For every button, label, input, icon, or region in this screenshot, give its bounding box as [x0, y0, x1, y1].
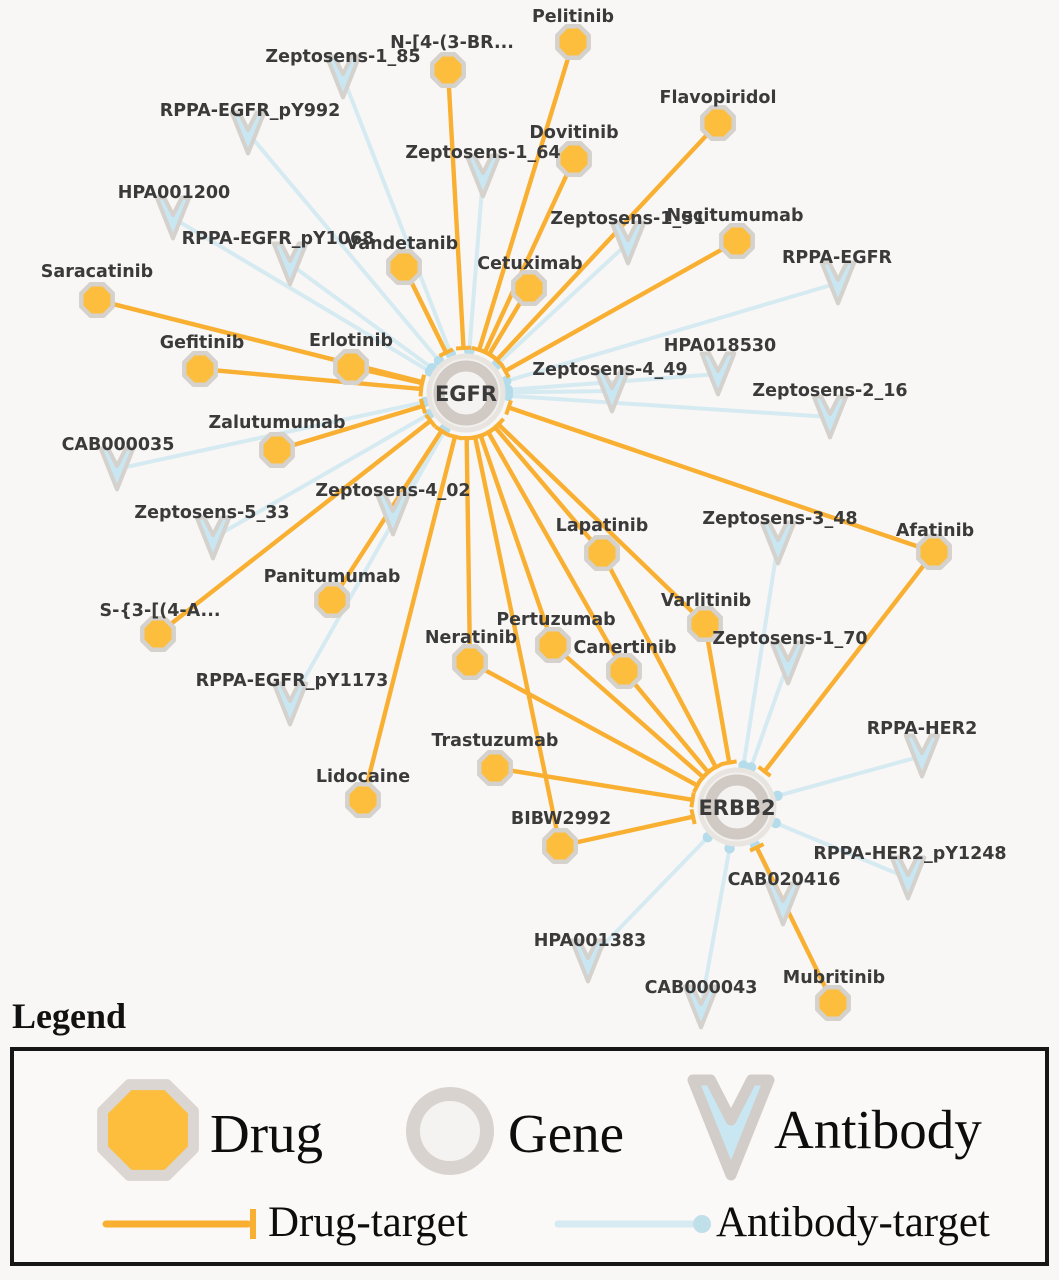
- node-label-cab000035: CAB000035: [61, 435, 175, 455]
- gene-label-egfr: EGFR: [434, 382, 498, 406]
- drug-octagon-icon: [93, 1075, 203, 1185]
- edge-tee-afatinib: [506, 400, 511, 414]
- node-label-rppa-egfr-py1068: RPPA-EGFR_pY1068: [181, 229, 375, 249]
- drug-node-trastuzumab[interactable]: [479, 752, 510, 783]
- node-label-mubritinib: Mubritinib: [782, 968, 886, 988]
- drug-node-bibw2992[interactable]: [544, 830, 575, 861]
- edge-tee-erlotinib: [420, 376, 423, 391]
- legend-label-antibody: Antibody: [774, 1099, 982, 1160]
- gene-label-erbb2: ERBB2: [698, 796, 776, 820]
- node-label-saracatinib: Saracatinib: [40, 262, 154, 282]
- node-label-zalutumumab: Zalutumumab: [208, 413, 346, 433]
- node-label-zeptosens-1-51: Zeptosens-1_51: [550, 209, 706, 229]
- drug-node-flavopiridol[interactable]: [702, 107, 733, 138]
- node-label-zeptosens-1-64: Zeptosens-1_64: [405, 143, 561, 163]
- node-label-hpa001200: HPA001200: [117, 183, 231, 203]
- antibody-node-rppa-egfr-py1068[interactable]: [274, 244, 306, 285]
- node-label-hpa018530: HPA018530: [663, 336, 777, 356]
- drug-node-dovitinib[interactable]: [558, 143, 589, 174]
- edge-drug-target-n-4-3-br-egfr[interactable]: [448, 70, 463, 348]
- drug-node-pelitinib[interactable]: [557, 26, 588, 57]
- node-label-rppa-egfr-py992: RPPA-EGFR_pY992: [159, 101, 341, 121]
- node-label-pertuzumab: Pertuzumab: [496, 610, 616, 630]
- node-label-s-3-4-a: S-{3-[(4-A...: [99, 601, 221, 621]
- node-label-afatinib: Afatinib: [895, 521, 975, 541]
- node-label-canertinib: Canertinib: [573, 638, 677, 658]
- node-label-flavopiridol: Flavopiridol: [659, 88, 777, 108]
- node-label-cab000043: CAB000043: [644, 978, 758, 998]
- node-label-hpa001383: HPA001383: [533, 931, 647, 951]
- drug-node-lapatinib[interactable]: [586, 537, 617, 568]
- node-label-trastuzumab: Trastuzumab: [431, 731, 559, 751]
- drug-node-panitumumab[interactable]: [316, 584, 347, 615]
- legend-label-antibody-target: Antibody-target: [716, 1199, 990, 1246]
- node-label-dovitinib: Dovitinib: [529, 123, 619, 143]
- drug-node-canertinib[interactable]: [608, 655, 639, 686]
- edge-tee-trastuzumab: [691, 792, 693, 807]
- node-label-cab020416: CAB020416: [727, 870, 841, 890]
- drug-node-mubritinib[interactable]: [817, 987, 848, 1018]
- drug-node-neratinib[interactable]: [454, 646, 485, 677]
- node-label-zeptosens-1-85: Zeptosens-1_85: [265, 47, 421, 67]
- node-label-zeptosens-1-70: Zeptosens-1_70: [712, 629, 868, 649]
- drug-node-pertuzumab[interactable]: [537, 629, 568, 660]
- drug-node-gefitinib[interactable]: [184, 353, 215, 384]
- node-label-erlotinib: Erlotinib: [309, 331, 393, 351]
- node-label-rppa-egfr-py1173: RPPA-EGFR_pY1173: [195, 671, 389, 691]
- node-label-rppa-her2-py1248: RPPA-HER2_pY1248: [813, 844, 1007, 864]
- node-label-pelitinib: Pelitinib: [531, 7, 615, 27]
- node-label-panitumumab: Panitumumab: [263, 567, 401, 587]
- edge-antibody-target-rppa-her2-erbb2[interactable]: [780, 756, 922, 795]
- node-label-zeptosens-3-48: Zeptosens-3_48: [702, 509, 858, 529]
- drug-node-saracatinib[interactable]: [81, 284, 112, 315]
- edge-tee-bibw2992: [691, 809, 694, 824]
- node-label-necitumumab: Necitumumab: [666, 206, 804, 226]
- node-label-rppa-her2: RPPA-HER2: [866, 719, 978, 739]
- legend-label-drug-target: Drug-target: [268, 1199, 468, 1246]
- edge-drug-target-trastuzumab-erbb2[interactable]: [495, 768, 693, 800]
- edge-tee-n-4-3-br: [456, 348, 471, 349]
- edge-antibody-target-zeptosens-4-49-egfr[interactable]: [511, 391, 612, 392]
- drug-node-cetuximab[interactable]: [513, 272, 544, 303]
- node-label-vandetanib: Vandetanib: [345, 234, 459, 254]
- node-label-rppa-egfr: RPPA-EGFR: [781, 248, 893, 268]
- legend-label-gene: Gene: [508, 1103, 625, 1164]
- gene-node-erbb2[interactable]: [698, 770, 775, 844]
- drug-node-s-3-4-a[interactable]: [142, 618, 173, 649]
- gene-node-egfr[interactable]: [429, 356, 503, 430]
- edge-tee-varlitinib: [722, 761, 737, 764]
- node-label-zeptosens-4-02: Zeptosens-4_02: [315, 481, 471, 501]
- gene-ring-icon: [400, 1081, 500, 1181]
- drug-node-erlotinib[interactable]: [335, 351, 366, 382]
- node-label-zeptosens-4-49: Zeptosens-4_49: [532, 360, 688, 380]
- node-label-zeptosens-5-33: Zeptosens-5_33: [134, 503, 290, 523]
- antibody-node-zeptosens-5-33[interactable]: [197, 518, 229, 559]
- node-label-varlitinib: Varlitinib: [660, 591, 752, 611]
- drug-node-lidocaine[interactable]: [347, 784, 378, 815]
- drug-node-afatinib[interactable]: [918, 536, 949, 567]
- node-label-lidocaine: Lidocaine: [315, 767, 411, 787]
- drug-target-line-icon: [100, 1204, 270, 1244]
- legend-label-drug: Drug: [210, 1103, 324, 1164]
- node-label-lapatinib: Lapatinib: [555, 516, 649, 536]
- node-label-zeptosens-2-16: Zeptosens-2_16: [752, 381, 908, 401]
- drug-node-vandetanib[interactable]: [388, 251, 419, 282]
- node-label-neratinib: Neratinib: [424, 628, 518, 648]
- antibody-node-rppa-egfr[interactable]: [822, 263, 854, 304]
- node-label-cetuximab: Cetuximab: [477, 254, 583, 274]
- node-label-gefitinib: Gefitinib: [159, 333, 245, 353]
- edge-drug-target-canertinib-erbb2[interactable]: [624, 671, 708, 772]
- drug-node-zalutumumab[interactable]: [261, 434, 292, 465]
- node-label-n-4-3-br: N-[4-(3-BR...: [390, 33, 514, 53]
- edge-antibody-target-zeptosens-3-48-erbb2[interactable]: [744, 543, 778, 763]
- drug-node-n-4-3-br[interactable]: [432, 54, 463, 85]
- antibody-node-rppa-her2[interactable]: [906, 736, 938, 777]
- antibody-target-line-icon: [552, 1204, 717, 1244]
- antibody-chevron-icon: [676, 1068, 786, 1186]
- node-label-bibw2992: BIBW2992: [510, 809, 612, 829]
- drug-node-necitumumab[interactable]: [721, 225, 752, 256]
- legend-heading: Legend: [12, 996, 127, 1036]
